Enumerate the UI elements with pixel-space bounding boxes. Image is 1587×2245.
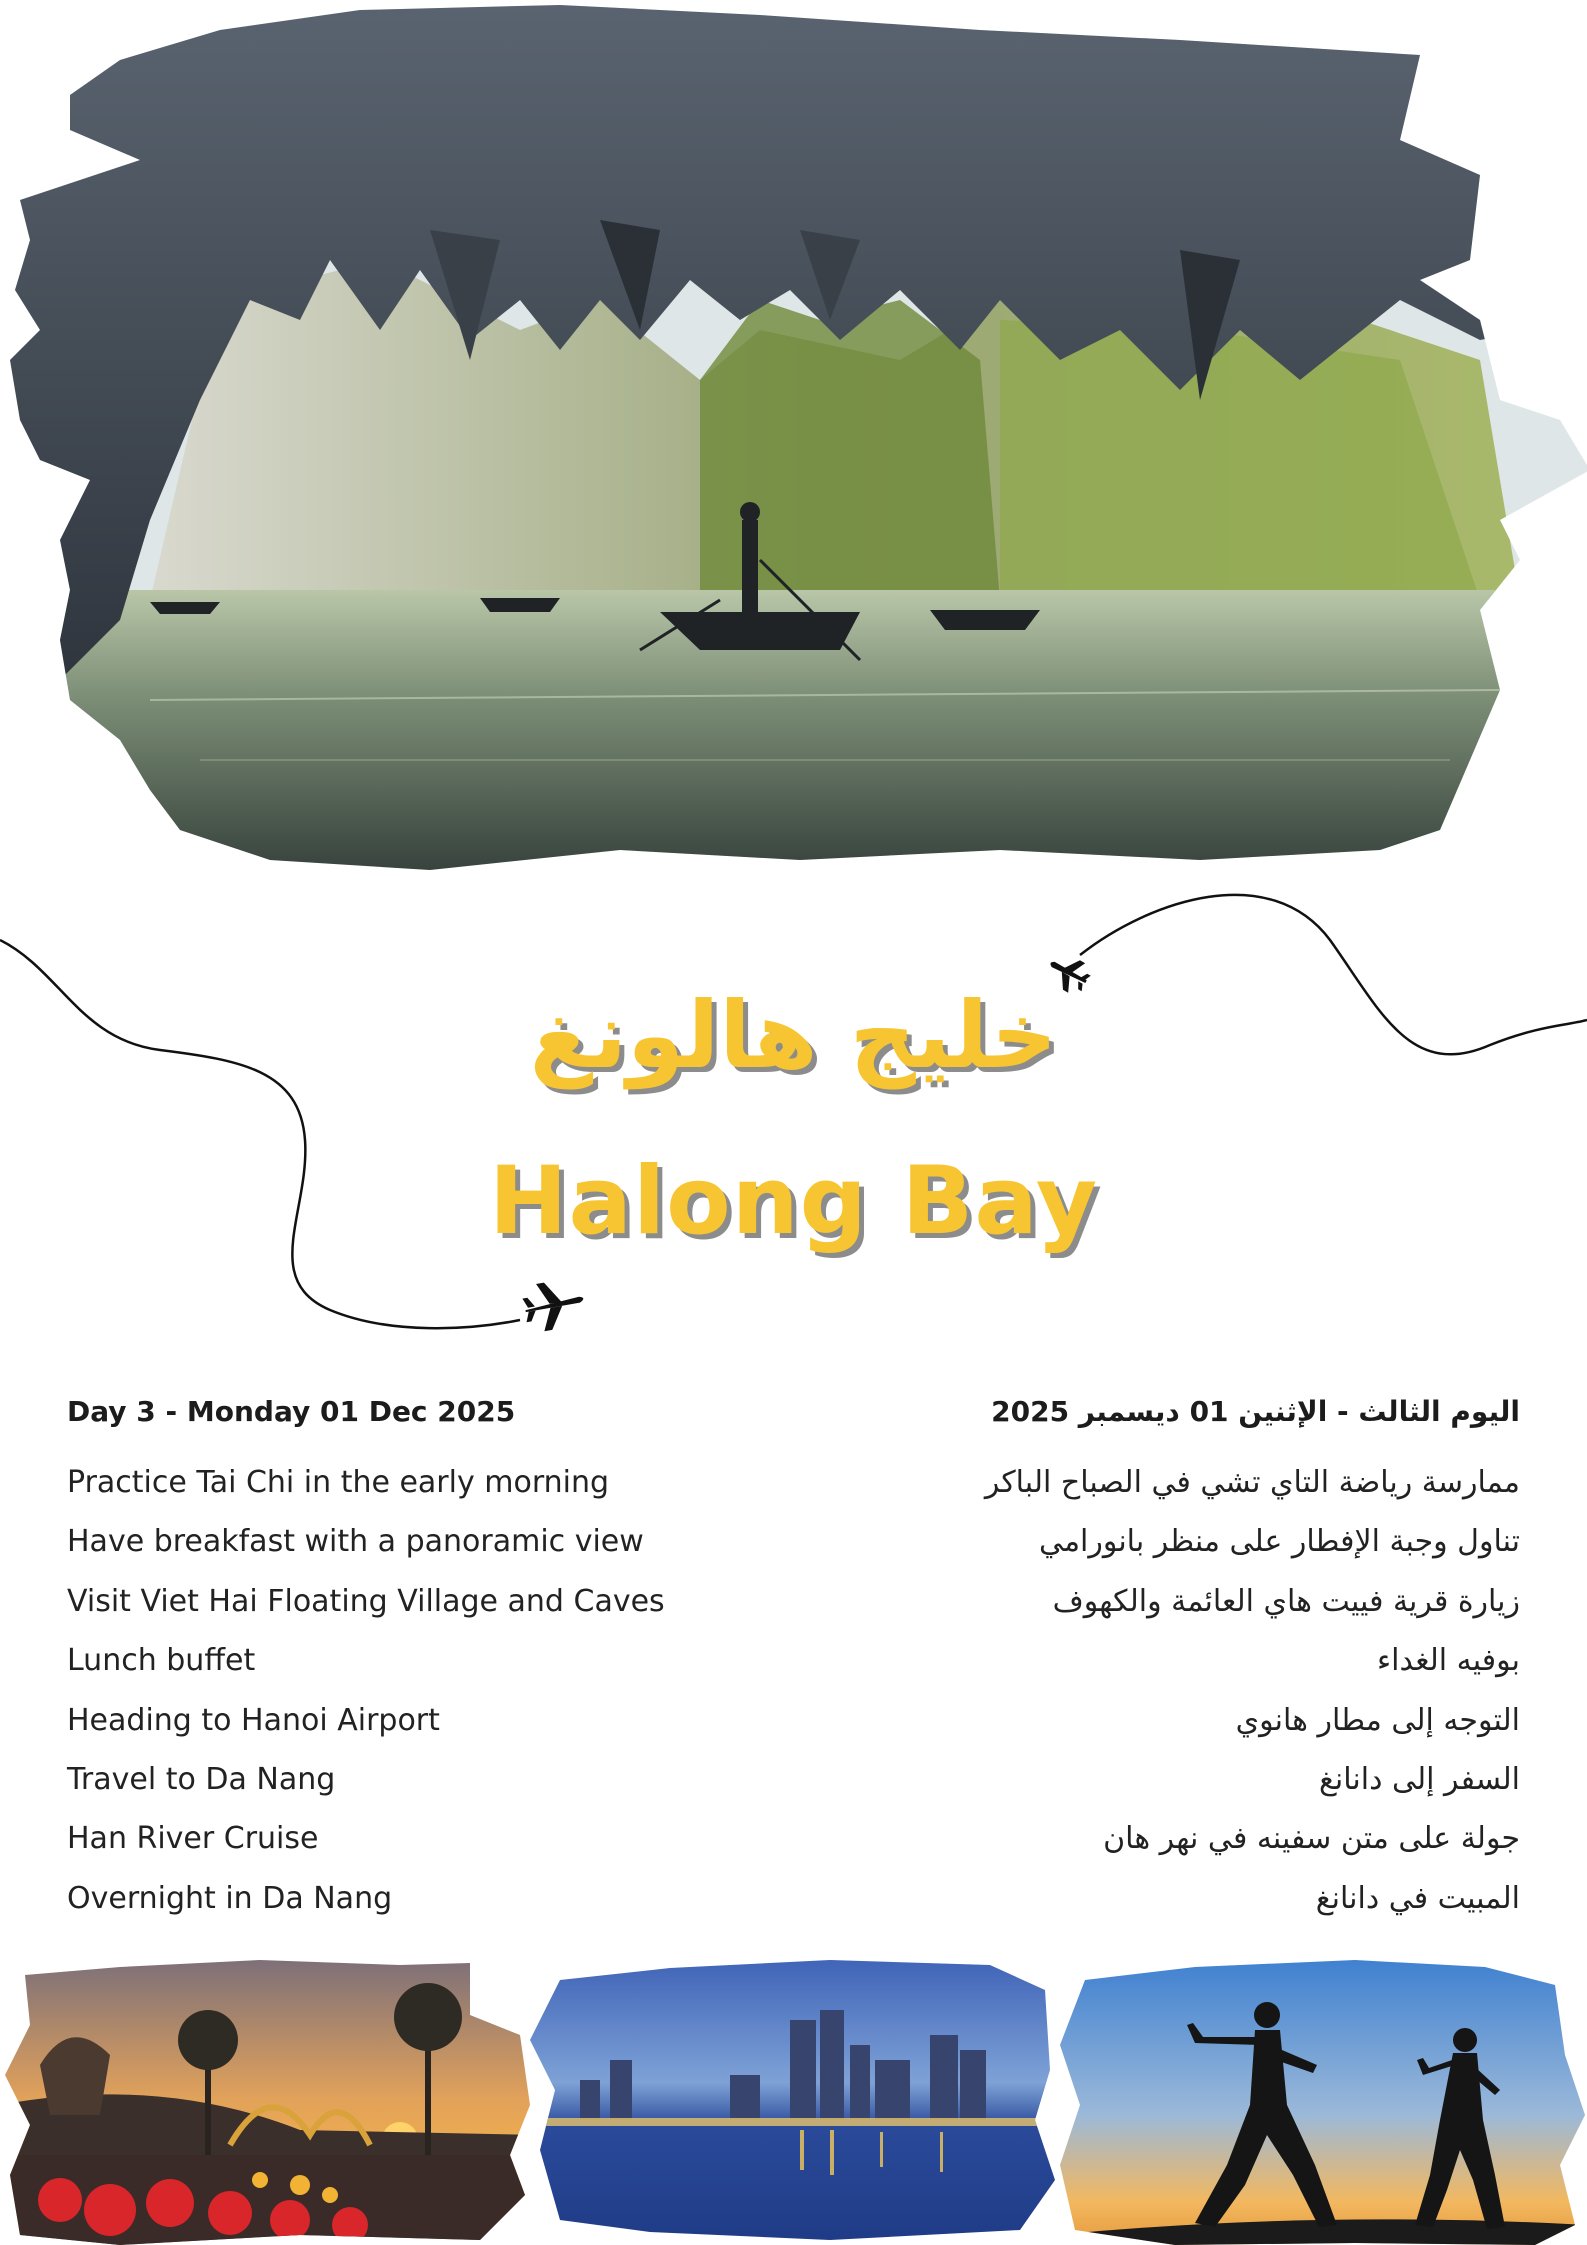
hero-cave-photo	[0, 0, 1587, 880]
list-item: المبيت في دانانغ	[1315, 1880, 1520, 1916]
da-nang-skyline-photo	[530, 1950, 1060, 2245]
title-english: Halong Bay	[488, 1147, 1099, 1256]
list-item: Practice Tai Chi in the early morning	[67, 1465, 610, 1500]
list-item: Heading to Hanoi Airport	[67, 1702, 440, 1738]
list-item: جولة على متن سفينه في نهر هان	[1103, 1821, 1520, 1857]
list-item: السفر إلى دانانغ	[1318, 1761, 1520, 1797]
title-arabic: خليج هالونغ	[529, 982, 1058, 1089]
tai-chi-photo	[1055, 1955, 1587, 2245]
flight-path-line	[0, 880, 1587, 1360]
airplane-icon	[520, 1275, 590, 1335]
list-item: Travel to Da Nang	[67, 1761, 336, 1797]
list-item: Have breakfast with a panoramic view	[67, 1524, 644, 1560]
activities-arabic-list	[800, 1463, 1520, 1938]
activities-english-list	[67, 1463, 787, 1938]
dragon-bridge-photo	[0, 1955, 540, 2245]
list-item: تناول وجبة الإفطار على منظر بانورامي	[1038, 1524, 1520, 1560]
list-item: Lunch buffet	[67, 1643, 256, 1679]
day-heading-arabic: اليوم الثالث - الإثنين 01 ديسمبر 2025	[991, 1395, 1520, 1428]
list-item: زيارة قرية فييت هاي العائمة والكهوف	[1052, 1583, 1520, 1619]
list-item: التوجه إلى مطار هانوي	[1235, 1702, 1520, 1738]
day-heading-english: Day 3 - Monday 01 Dec 2025	[67, 1395, 516, 1428]
list-item: Visit Viet Hai Floating Village and Caves	[67, 1583, 665, 1619]
list-item: Overnight in Da Nang	[67, 1880, 393, 1916]
list-item: ممارسة رياضة التاي تشي في الصباح الباكر	[984, 1465, 1520, 1500]
list-item: Han River Cruise	[67, 1821, 319, 1857]
list-item: بوفيه الغداء	[1377, 1643, 1520, 1679]
